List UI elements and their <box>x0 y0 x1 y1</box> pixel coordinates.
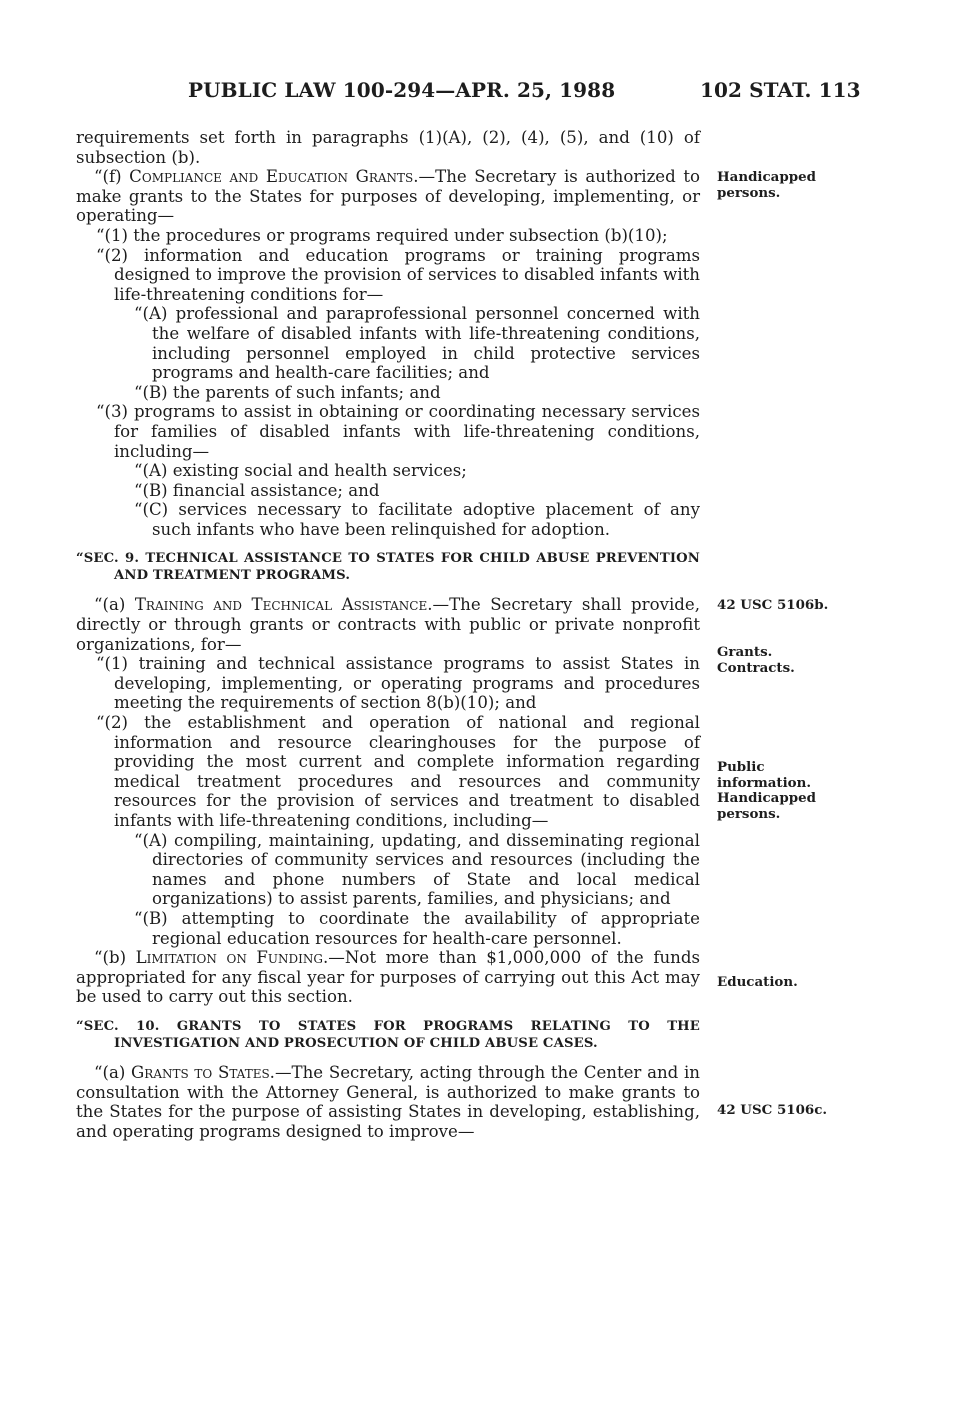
paragraph-s9a1: “(1) training and technical assistance programs to assist States in developing, implementing, or operating programs and procedures meeting the requirements of section 8(b)(10); and <box>96 654 700 713</box>
subsection-f-heading: Compliance and Education Grants. <box>129 167 419 187</box>
s10a-lead: “(a) <box>94 1062 132 1082</box>
paragraph-f2: “(2) information and education programs or training programs designed to improve the provision of services to disabled infants with life-threatening conditions for— <box>96 245 700 304</box>
s9b-lead: “(b) <box>94 948 136 968</box>
margin-note-usc-5106c: 42 USC 5106c. <box>717 1102 828 1118</box>
s10a-text: —The Secretary, acting through the Center and in consultation with the Attorney General, is authorized to make grants to the States for the purpose of assisting States in developing, establishing, and operating programs designed to improve— <box>76 1062 700 1141</box>
subparagraph-f3b: “(B) financial assistance; and <box>134 480 380 500</box>
subsection-f-lead: “(f) <box>94 167 130 187</box>
paragraph-s9a2: “(2) the establishment and operation of national and regional information and resource clearinghouses for the purpose of providing the most current and complete information regarding medical treatment procedures and resources and community resources for the provision of services and treatment to disabled infants with life-threatening conditions, including— <box>96 713 700 830</box>
subparagraph-f3a: “(A) existing social and health services; <box>134 461 467 481</box>
s9b-heading: Limitation on Funding. <box>135 948 329 968</box>
s10a-heading: Grants to States. <box>131 1062 275 1082</box>
margin-note-usc-5106b: 42 USC 5106b. <box>717 597 829 613</box>
subparagraph-s9a2b: “(B) attempting to coordinate the availability of appropriate regional education resources for health-care personnel. <box>134 908 700 948</box>
subparagraph-f2a: “(A) professional and paraprofessional personnel concerned with the welfare of disabled infants with life-threatening conditions, including personnel employed in child protective services programs and health-care facilities; and <box>134 304 700 383</box>
running-header-title: PUBLIC LAW 100-294—APR. 25, 1988 <box>188 78 616 102</box>
paragraph-continuation: requirements set forth in paragraphs (1)(A), (2), (4), (5), and (10) of subsection (b). <box>76 128 700 167</box>
s9a-lead: “(a) <box>94 595 135 615</box>
section-10-heading: “SEC. 10. GRANTS TO STATES FOR PROGRAMS RELATING TO THE INVESTIGATION AND PROSECUTION OF CHILD ABUSE CASES. <box>76 1018 700 1051</box>
s9a-text: —The Secretary shall provide, directly or through grants or contracts with public or private nonprofit organizations, for— <box>76 595 700 654</box>
subparagraph-s9a2a: “(A) compiling, maintaining, updating, and disseminating regional directories of community services and resources (including the names and phone numbers of State and local medical organizations) to assist parents, families, and physicians; and <box>134 830 700 909</box>
subparagraph-f3c: “(C) services necessary to facilitate adoptive placement of any such infants who have been relinquished for adoption. <box>134 500 700 539</box>
paragraph-f3: “(3) programs to assist in obtaining or coordinating necessary services for families of disabled infants with life-threatening conditions, including— <box>96 402 700 461</box>
section-9-subsection-a <box>76 595 700 654</box>
margin-note-handicapped: Handicapped persons. <box>717 169 816 201</box>
section-10-subsection-a <box>76 1063 700 1141</box>
margin-note-grants-contracts: Grants. Contracts. <box>717 644 795 676</box>
statute-text <box>76 128 700 1141</box>
s9b-text: —Not more than $1,000,000 of the funds appropriated for any fiscal year for purposes of carrying out this Act may be used to carry out this section. <box>76 948 700 1007</box>
subsection-f <box>76 167 700 226</box>
margin-note-education: Education. <box>717 974 798 990</box>
section-9-heading: “SEC. 9. TECHNICAL ASSISTANCE TO STATES FOR CHILD ABUSE PREVENTION AND TREATMENT PROGRAMS. <box>76 551 700 584</box>
paragraph-f1: “(1) the procedures or programs required under subsection (b)(10); <box>96 225 668 245</box>
s9a-heading: Training and Technical Assistance. <box>134 595 433 615</box>
section-9-subsection-b <box>76 948 700 1007</box>
margin-note-public-information: Public information. Handicapped persons. <box>717 759 816 822</box>
page-stat-number: 102 STAT. 113 <box>700 78 861 102</box>
subsection-f-text: —The Secretary is authorized to make grants to the States for purposes of developing, implementing, or operating— <box>76 167 700 226</box>
subparagraph-f2b: “(B) the parents of such infants; and <box>134 382 441 402</box>
